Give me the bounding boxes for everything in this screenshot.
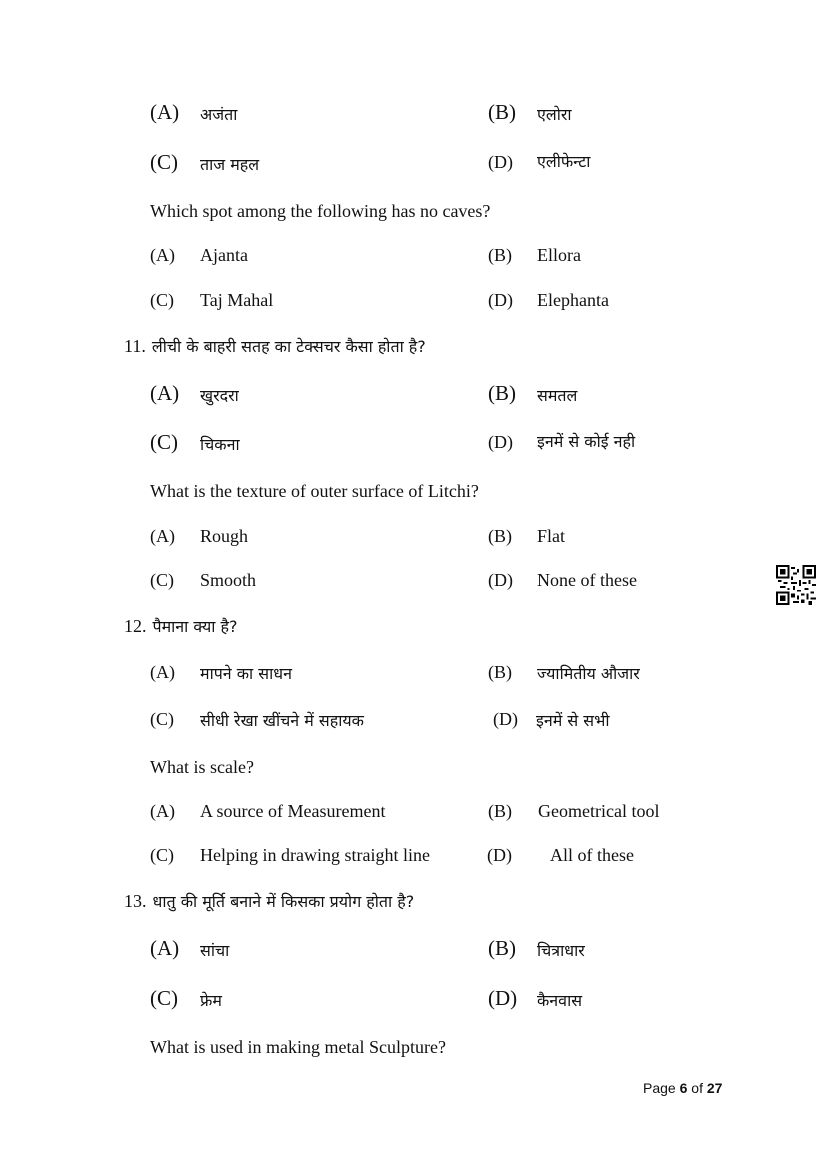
option-label: (B) [488,381,516,405]
option-label: (C) [150,430,178,454]
page-number [643,1080,722,1096]
option-label: (B) [488,801,512,821]
option-row [0,986,827,1026]
option-row [0,381,827,421]
option-label: (A) [150,100,180,124]
option-label: (B) [488,245,512,265]
question-text-hindi: पैमाना क्या है? [152,617,238,636]
option-row [0,526,827,566]
qr-code-icon [776,565,816,605]
option-row [0,100,827,140]
question-12 [124,615,237,637]
option-text: A source of Measurement [200,801,386,821]
option-text: Taj Mahal [200,290,274,310]
option-label: (A) [150,245,175,265]
option-label: (D) [488,432,513,452]
option-text: चित्राधार [537,941,585,960]
option-text: Smooth [200,570,257,590]
option-label: (C) [150,570,174,590]
question-text: What is scale? [150,757,254,777]
option-label: (C) [150,150,178,174]
option-text: फ्रेम [200,991,222,1010]
option-label: (C) [150,709,174,729]
option-label: (D) [487,845,512,865]
option-text: कैनवास [537,991,583,1010]
question-text: What is used in making metal Sculpture? [150,1037,446,1057]
option-label: (C) [150,845,174,865]
option-row [0,150,827,190]
option-row [0,845,827,885]
option-text: Geometrical tool [538,801,660,821]
option-text: खुरदरा [200,386,239,405]
option-row [0,936,827,976]
option-label: (B) [488,936,516,960]
option-label: (A) [150,662,175,682]
option-row [0,245,827,285]
question-11 [124,335,426,357]
option-text: Rough [200,526,249,546]
option-text: एलोरा [537,105,572,124]
question-text: What is the texture of outer surface of Litchi? [150,481,479,501]
option-row [0,709,827,749]
question-13 [124,890,414,912]
option-label: (C) [150,986,178,1010]
option-text: Elephanta [537,290,609,310]
page-current: 6 [679,1080,688,1096]
option-text: मापने का साधन [200,664,292,683]
option-row [0,430,827,470]
option-label: (A) [150,801,175,821]
option-text: इनमें से सभी [536,711,610,730]
option-text: समतल [537,386,578,405]
option-row [0,570,827,610]
page-total: 27 [706,1080,723,1096]
option-text: Flat [537,526,566,546]
option-label: (D) [488,570,513,590]
option-text: अजंता [200,105,238,124]
question-number: 11. [124,336,146,356]
option-label: (D) [488,986,518,1010]
option-label: (B) [488,662,512,682]
question-text-hindi: धातु की मूर्ति बनाने में किसका प्रयोग होता है? [152,892,415,911]
option-text: Helping in drawing straight line [200,845,430,865]
option-label: (B) [488,100,516,124]
option-label: (A) [150,526,175,546]
option-text: Ajanta [200,245,248,265]
question-text-hindi: लीची के बाहरी सतह का टेक्सचर कैसा होता है? [151,337,426,356]
option-row [0,662,827,702]
option-row [0,290,827,330]
option-text: All of these [550,845,634,865]
option-label: (D) [488,290,513,310]
option-text: एलीफेन्टा [537,152,591,171]
option-text: सीधी रेखा खींचने में सहायक [200,711,364,730]
option-text: चिकना [200,435,240,454]
option-label: (B) [488,526,512,546]
option-text: None of these [537,570,637,590]
option-text: ज्यामितीय औजार [537,664,640,683]
option-text: सांचा [200,941,230,960]
page-middle: of [687,1080,707,1096]
option-text: Ellora [537,245,581,265]
option-label: (D) [493,709,518,729]
option-row [0,801,827,841]
page-prefix: Page [643,1080,680,1096]
question-text: Which spot among the following has no caves? [150,201,491,221]
option-text: ताज महल [200,155,260,174]
option-text: इनमें से कोई नही [537,432,636,451]
option-label: (A) [150,381,180,405]
question-number: 13. [124,891,147,911]
option-label: (A) [150,936,180,960]
option-label: (D) [488,152,513,172]
option-label: (C) [150,290,174,310]
question-number: 12. [124,616,147,636]
